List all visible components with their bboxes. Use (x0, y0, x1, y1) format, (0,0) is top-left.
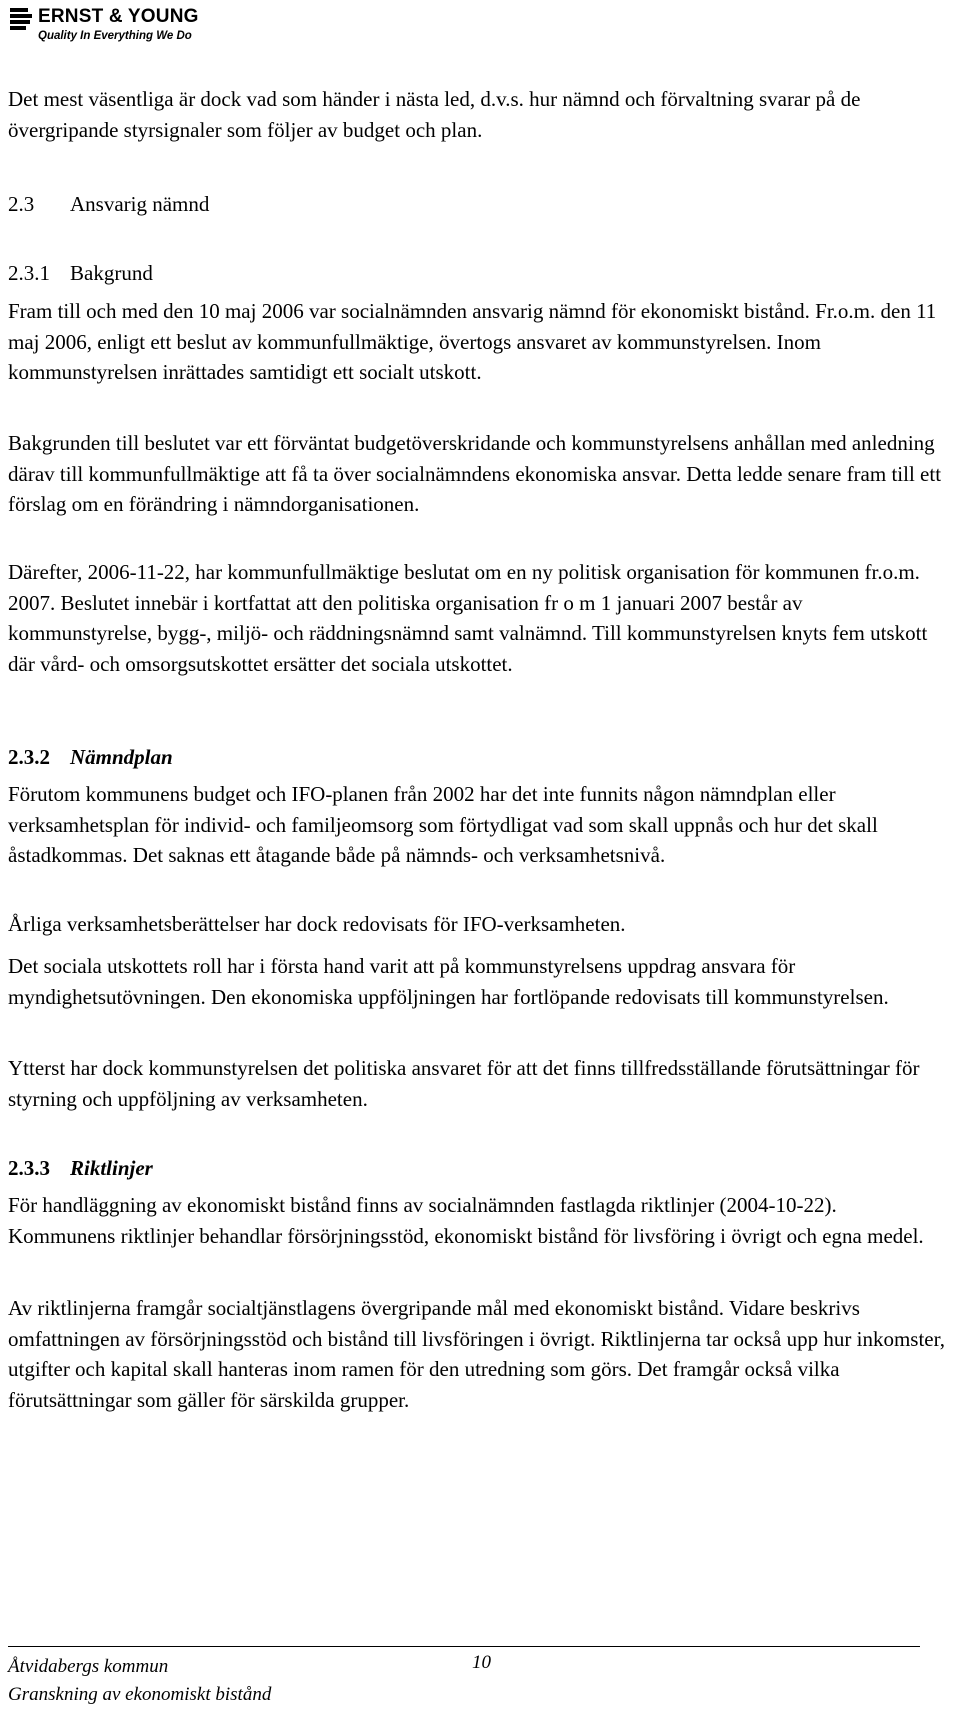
company-tagline: Quality In Everything We Do (38, 30, 192, 42)
paragraph: Årliga verksamhetsberättelser har dock redovisats för IFO-verksamheten. (8, 912, 626, 936)
footer-report-title: Granskning av ekonomiskt bistånd (8, 1684, 272, 1705)
page-number: 10 (472, 1652, 491, 1673)
section-number: 2.3.2 (8, 745, 50, 769)
section-heading-2-3 (8, 189, 209, 219)
logo-mark-icon (10, 8, 34, 30)
section-title: Ansvarig nämnd (70, 192, 210, 216)
section-heading-2-3-1 (8, 258, 153, 288)
paragraph: Av riktlinjerna framgår socialtjänstlagens övergripande mål med ekonomiskt bistånd. Vidare beskrivs omfattningen av försörjningsstöd och bistånd till livsföringen i övrigt. Riktlinjerna tar också upp hur inkomster, utgifter och kapital skall hanteras inom ramen för den utredning som görs. Det framgår också vilka förutsättningar som gäller för särskilda grupper. (8, 1296, 946, 1412)
footer-divider (8, 1646, 920, 1647)
ernst-young-logo (10, 4, 200, 44)
section-title: Nämndplan (70, 745, 173, 769)
company-name: ERNST & YOUNG (38, 6, 199, 27)
section-number: 2.3.3 (8, 1156, 50, 1180)
intro-paragraph: Det mest väsentliga är dock vad som händer i nästa led, d.v.s. hur nämnd och förvaltning svarar på de övergripande styrsignaler som följer av budget och plan. (8, 87, 861, 142)
section-number: 2.3.1 (8, 261, 50, 285)
paragraph: Ytterst har dock kommunstyrelsen det politiska ansvaret för att det finns tillfredsställande förutsättningar för styrning och uppföljning av verksamheten. (8, 1056, 920, 1111)
paragraph: Bakgrunden till beslutet var ett förväntat budgetöverskridande och kommunstyrelsens anhållan med anledning därav till kommunfullmäktige att få ta över socialnämndens ekonomiska ansvar. Detta ledde senare fram till ett förslag om en förändring i nämndorganisationen. (8, 431, 942, 516)
paragraph: Fram till och med den 10 maj 2006 var socialnämnden ansvarig nämnd för ekonomiskt bistånd. Fr.o.m. den 11 maj 2006, enligt ett beslut av kommunfullmäktige, övertogs ansvaret av kommunstyrelsen. Inom kommunstyrelsen inrättades samtidigt ett socialt utskott. (8, 299, 937, 384)
paragraph: För handläggning av ekonomiskt bistånd finns av socialnämnden fastlagda riktlinjer (2004-10-22). Kommunens riktlinjer behandlar försörjningsstöd, ekonomiskt bistånd för livsföring i övrigt och egna medel. (8, 1193, 924, 1248)
section-title: Riktlinjer (70, 1156, 153, 1180)
paragraph: Det sociala utskottets roll har i första hand varit att på kommunstyrelsens uppdrag ansvara för myndighetsutövningen. Den ekonomiska uppföljningen har fortlöpande redovisats till kommunstyrelsen. (8, 954, 889, 1009)
paragraph: Därefter, 2006-11-22, har kommunfullmäktige beslutat om en ny politisk organisation för kommunen fr.o.m. 2007. Beslutet innebär i kortfattat att den politiska organisation fr o m 1 januari 2007 består av kommunstyrelse, bygg-, miljö- och räddningsnämnd samt valnämnd. Till kommunstyrelsen knyts fem utskott där vård- och omsorgsutskottet ersätter det sociala utskottet. (8, 560, 928, 676)
section-title: Bakgrund (70, 261, 153, 285)
footer-municipality: Åtvidabergs kommun (8, 1656, 169, 1677)
section-heading-2-3-2 (8, 742, 173, 772)
section-number: 2.3 (8, 192, 35, 216)
paragraph: Förutom kommunens budget och IFO-planen från 2002 har det inte funnits någon nämndplan eller verksamhetsplan för individ- och familjeomsorg som förtydligat vad som skall uppnås och hur det skall åstadkommas. Det saknas ett åtagande både på nämnds- och verksamhetsnivå. (8, 782, 878, 867)
section-heading-2-3-3 (8, 1153, 153, 1183)
